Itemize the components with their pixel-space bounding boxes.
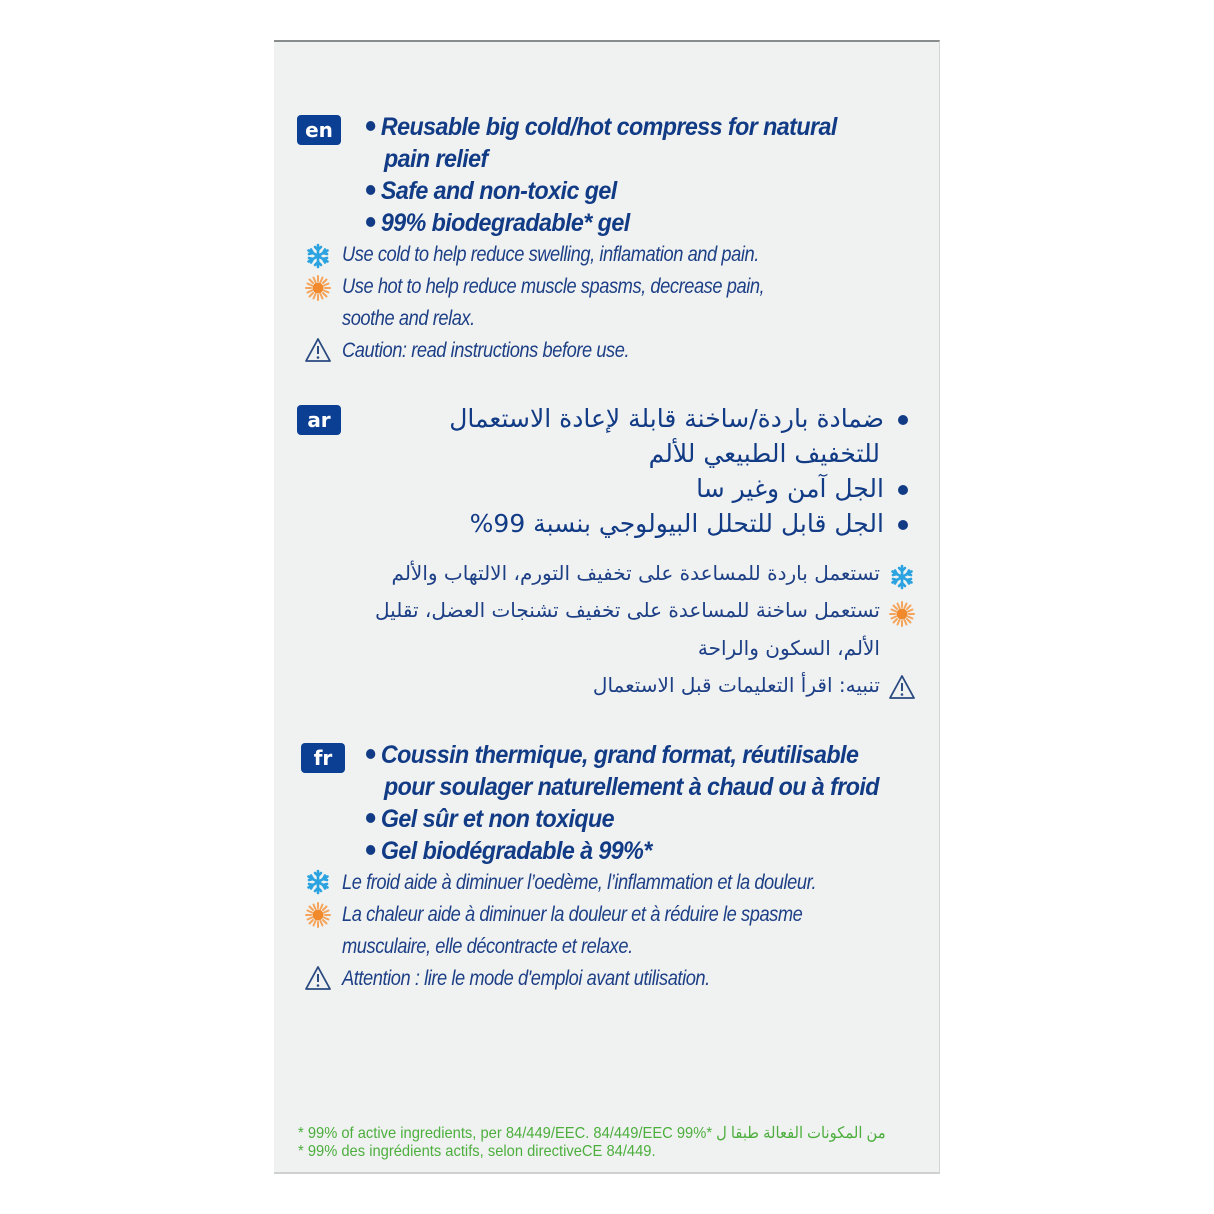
en-bullet-3: 99% biodegradable* gel [366,209,630,238]
fr-hot-note-cont: musculaire, elle décontracte et relaxe. [342,935,633,958]
en-hot-note-cont: soothe and relax. [342,307,475,330]
ar-bullet-1-cont: للتخفيف الطبيعي للألم [648,439,880,468]
ar-cold-note: تستعمل باردة للمساعدة على تخفيف التورم، الالتهاب والألم [391,561,880,585]
bullet-dot [898,485,908,495]
fr-bullet-2: Gel sûr et non toxique [366,805,614,834]
footnote-en-ar: * 99% of active ingredients, per 84/449/EEC. 84/449/EEC 99%* من المكونات الفعالة طبقا ل [298,1125,886,1142]
warning-icon [305,337,331,363]
ar-bullet-2: الجل آمن وغير سا [696,474,908,503]
ar-hot-note: تستعمل ساخنة للمساعدة على تخفيف تشنجات العضل، تقليل [375,598,880,622]
bullet-dot [366,749,375,759]
warning-icon [305,965,331,991]
en-bullet-1: Reusable big cold/hot compress for natural [366,113,837,142]
ar-bullet-3: الجل قابل للتحلل البيولوجي بنسبة 99% [470,509,908,538]
language-badge-fr: fr [301,743,345,773]
language-badge-ar: ar [297,405,341,435]
bullet-dot [366,121,375,131]
fr-caution: Attention : lire le mode d'emploi avant utilisation. [342,967,710,990]
en-bullet-1-cont: pain relief [384,145,488,173]
sun-icon [889,601,915,627]
bullet-dot [366,217,375,227]
en-cold-note: Use cold to help reduce swelling, inflamation and pain. [342,243,759,266]
bullet-dot [898,415,908,425]
warning-icon [889,674,915,700]
fr-cold-note: Le froid aide à diminuer l’oedème, l’inflammation et la douleur. [342,871,817,894]
sun-icon [305,902,331,928]
fr-bullet-1: Coussin thermique, grand format, réutilisable [366,741,858,770]
en-caution: Caution: read instructions before use. [342,339,630,362]
bullet-dot [366,813,375,823]
snowflake-icon [305,869,331,895]
bullet-dot [366,845,375,855]
fr-bullet-1-cont: pour soulager naturellement à chaud ou à froid [384,773,879,801]
ar-caution: تنبيه: اقرأ التعليمات قبل الاستعمال [592,673,880,697]
language-badge-en: en [297,115,341,145]
snowflake-icon [305,243,331,269]
bullet-dot [366,185,375,195]
ar-bullet-1: ضمادة باردة/ساخنة قابلة لإعادة الاستعمال [449,404,908,433]
en-bullet-2: Safe and non-toxic gel [366,177,617,206]
en-hot-note: Use hot to help reduce muscle spasms, decrease pain, [342,275,765,298]
ar-hot-note-cont: الألم، السكون والراحة [697,636,880,660]
snowflake-icon [889,564,915,590]
bullet-dot [898,520,908,530]
fr-bullet-3: Gel biodégradable à 99%* [366,837,652,866]
sun-icon [305,275,331,301]
footnote-fr: * 99% des ingrédients actifs, selon directiveCE 84/449. [298,1143,656,1160]
fr-hot-note: La chaleur aide à diminuer la douleur et à réduire le spasme [342,903,803,926]
